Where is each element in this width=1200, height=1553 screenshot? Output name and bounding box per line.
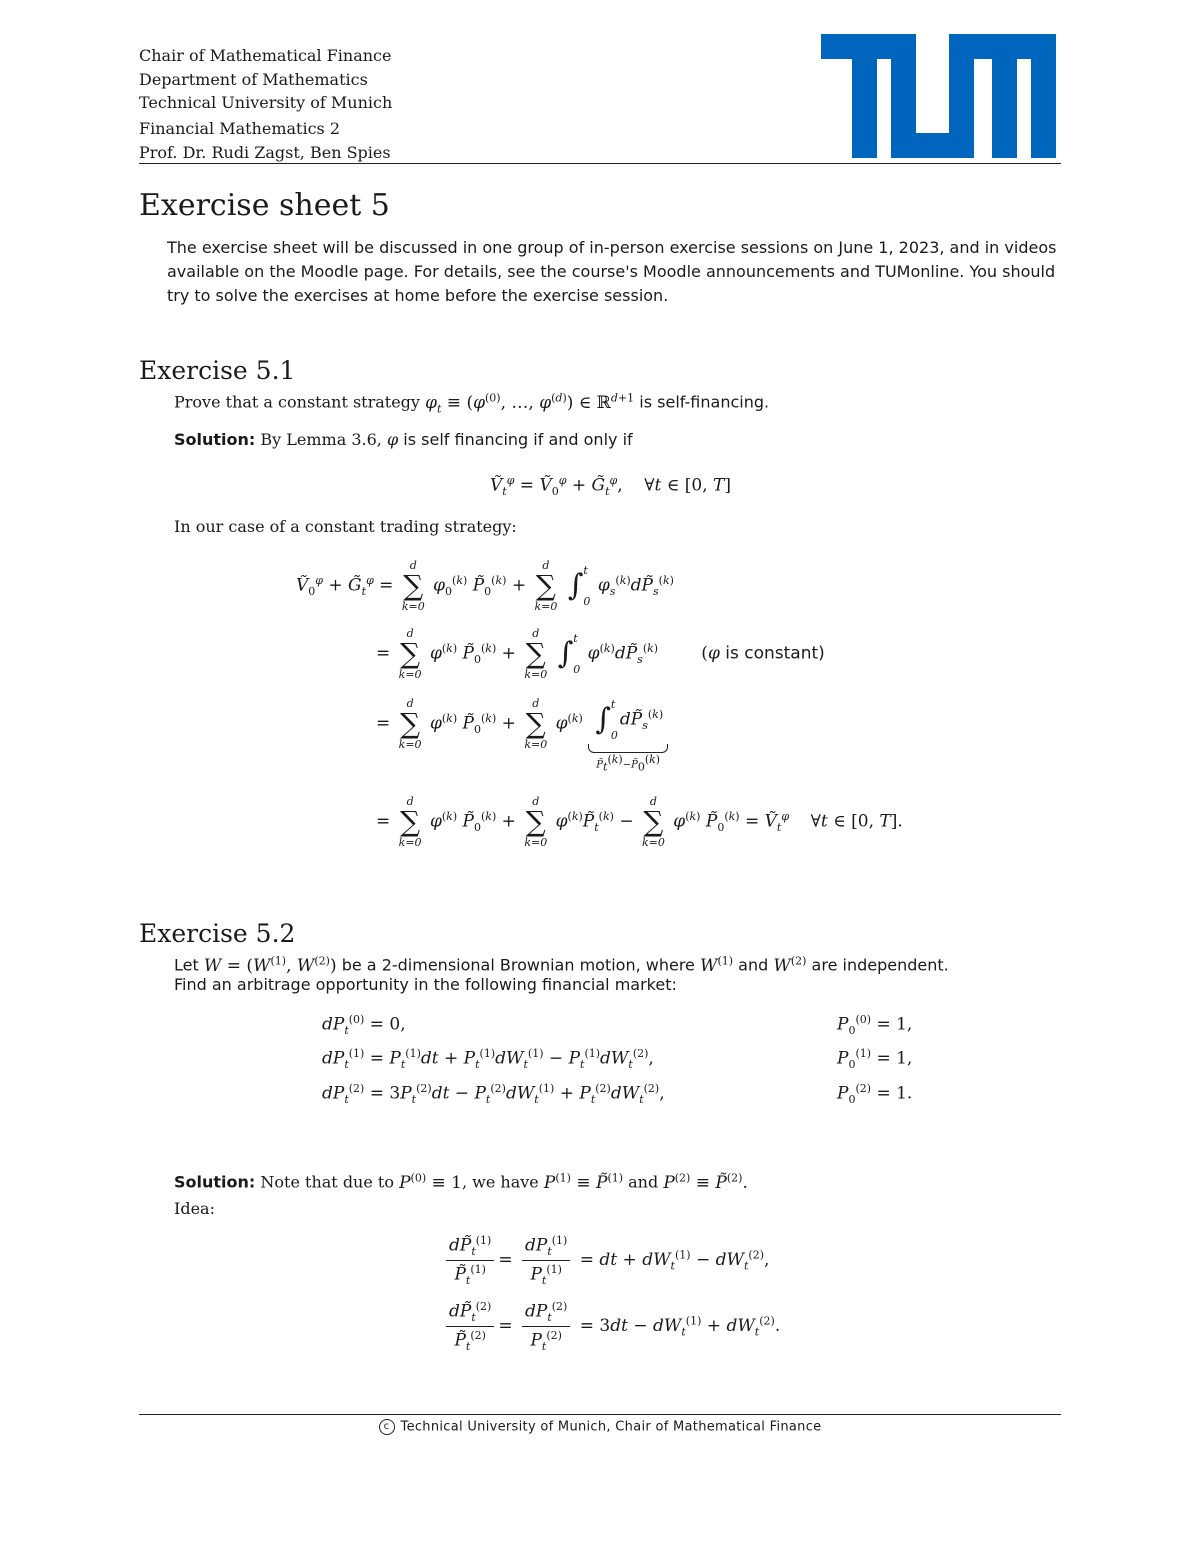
course-name: Financial Mathematics 2: [139, 119, 341, 138]
footer: [0, 1419, 1200, 1435]
constant-case-text: In our case of a constant trading strategy:: [174, 517, 517, 536]
footer-rule: [139, 1414, 1061, 1415]
exercise-5-1-prompt: Prove that a constant strategy $\varphi_t \equiv (\varphi^{(0)}$, …, $\varphi^{(d)}$) ∈ ℝ$^{d+1}$ is self-financing.: [174, 391, 770, 416]
init-p0: $P_0^{(0)} = 1$,: [837, 1013, 913, 1038]
sde-p2: $dP_t^{(2)} = 3P_t^{(2)}dt - P_t^{(2)}dW_t^{(1)} + P_t^{(2)}dW_t^{(2)}$,: [322, 1082, 665, 1107]
underbrace: ∫ t 0 $dP̃_s^{(k)}$ $P̃_t^{(k)}-P̃_0^{(k)}$: [588, 698, 668, 773]
exercise-5-2-line1: Let $W = (W^{(1)}$, $W^{(2)}$) be a 2-dimensional Brownian motion, where $W^{(1)}$ and $W^{(2)}$ are independent.: [174, 954, 949, 976]
lecturer-names: Prof. Dr. Rudi Zagst, Ben Spies: [139, 142, 391, 162]
exercise-5-1-heading: Exercise 5.1: [139, 356, 296, 385]
department-name: Department of Mathematics: [139, 69, 368, 89]
derivation-line-1: Ṽ$_0^\varphi$ + $G̃_t^\varphi$ = d ∑ k=0 $\varphi_0^{(k)}$ $P̃_0^{(k)}$ + d ∑ k=0 ∫ t 0 $\varphi_s^{(k)}dP̃_s^{(k)}$: [296, 559, 674, 613]
exercise-5-2-solution: Solution: Note that due to $P^{(0)} \equiv 1$, we have $P^{(1)}$ ≡ P̃$^{(1)}$ and $P^{(2)}$ ≡ P̃$^{(2)}$.: [174, 1171, 748, 1193]
sde-p1: $dP_t^{(1)} = P_t^{(1)}dt + P_t^{(1)}dW_t^{(1)} - P_t^{(1)}dW_t^{(2)}$,: [322, 1047, 654, 1072]
solution-label: Solution:: [174, 430, 256, 449]
idea-eq-2: $\frac{dP̃_t^{(2)}}{P̃_t^{(2)}}$ = $\frac{dP_t^{(2)}}{P_t^{(2)}}$ = $3dt - dW_t^{(1)} + dW_t^{(2)}$.: [442, 1300, 780, 1353]
idea-label: Idea:: [174, 1199, 215, 1218]
chair-name: Chair of Mathematical Finance: [139, 46, 392, 65]
header-affiliation: [139, 44, 392, 115]
solution-label-2: Solution:: [174, 1172, 256, 1192]
header-rule: [139, 163, 1061, 164]
constant-note: is constant): [725, 643, 825, 664]
derivation-line-4: = d ∑ k=0 $\varphi^{(k)}$ $P̃_0^{(k)}$ + d ∑ k=0 $\varphi^{(k)}P̃_t^{(k)}$ − d ∑ k=0 $\varphi^{(k)}$ $P̃_0^{(k)}$ = Ṽ$_t^\varphi$ ∀t ∈ [0, T].: [376, 795, 903, 849]
header-course: [139, 117, 391, 164]
sde-p0: $dP_t^{(0)} = 0$,: [322, 1013, 406, 1038]
idea-eq-1: $\frac{dP̃_t^{(1)}}{P̃_t^{(1)}}$ = $\frac{dP_t^{(1)}}{P_t^{(1)}}$ = dt + $dW_t^{(1)} - dW_t^{(2)}$,: [442, 1234, 769, 1287]
init-p2: $P_0^{(2)} = 1$.: [837, 1082, 913, 1107]
footer-text: Technical University of Munich, Chair of Mathematical Finance: [400, 1419, 822, 1435]
sheet-title: Exercise sheet 5: [139, 188, 390, 223]
intro-paragraph: The exercise sheet will be discussed in one group of in-person exercise sessions on June 1, 2023, and in videos available on the Moodle page. For details, see the course's Moodle announcements and TUMonline. You should try to solve the exercises at home before the exercise session.: [167, 238, 1057, 305]
copyright-icon: c: [379, 1419, 395, 1435]
derivation-line-2: = d ∑ k=0 $\varphi^{(k)}$ $P̃_0^{(k)}$ + d ∑ k=0 ∫ t 0 $\varphi^{(k)}dP̃_s^{(k)}$ (φ is constant): [376, 627, 825, 681]
derivation-line-3: = d ∑ k=0 $\varphi^{(k)}$ $P̃_0^{(k)}$ + d ∑ k=0 $\varphi^{(k)}$ ∫ t 0 $dP̃_s^{(k)}$ $P̃_t^{(k)}-P̃_0^{(k)}$: [376, 698, 668, 773]
exercise-5-2-line2: Find an arbitrage opportunity in the following financial market:: [174, 975, 677, 994]
self-financing-condition: Ṽ$_t^\varphi$ = Ṽ$_0^\varphi$ + $G̃_t^\varphi$, ∀t ∈ [0, T]: [490, 474, 731, 499]
tum-logo: [821, 34, 1056, 158]
university-name: Technical University of Munich: [139, 93, 393, 112]
init-p1: $P_0^{(1)} = 1$,: [837, 1047, 913, 1072]
exercise-5-2-heading: Exercise 5.2: [139, 919, 296, 948]
exercise-5-1-solution-intro: Solution: By Lemma 3.6, φ is self financing if and only if: [174, 430, 633, 449]
